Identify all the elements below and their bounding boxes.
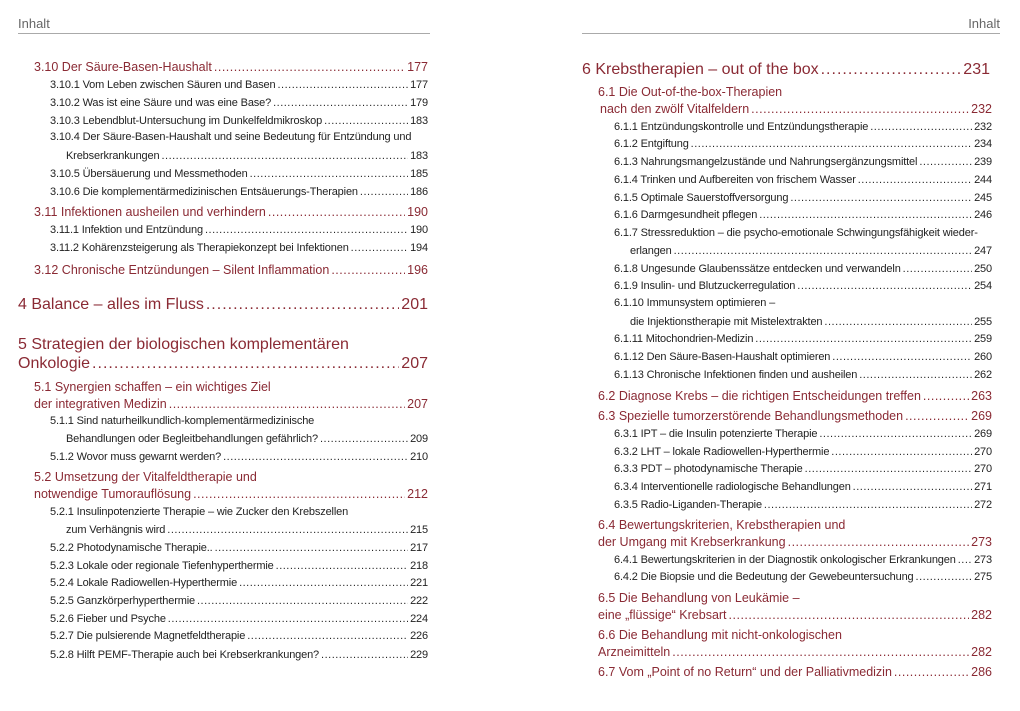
toc-entry[interactable]: 3.11.1 Infektion und Entzündung ..... 190 bbox=[50, 224, 428, 236]
toc-entry[interactable]: 5.2.4 Lokale Radiowellen-Hyperthermie ..... 221 bbox=[50, 577, 428, 589]
header-rule bbox=[582, 33, 1000, 34]
toc-entry[interactable]: 6.3.1 IPT – die Insulin potenzierte Therapie ..... 269 bbox=[614, 428, 992, 440]
toc-entry[interactable]: Behandlungen oder Begleitbehandlungen gefährlich? ..... 209 bbox=[66, 433, 428, 445]
toc-entry-line1: 6.1 Die Out-of-the-box-Therapien bbox=[598, 85, 783, 99]
toc-entry[interactable]: 6.3.4 Interventionelle radiologische Behandlungen ..... 271 bbox=[614, 481, 992, 493]
toc-entry[interactable]: 3.10.5 Übersäuerung und Messmethoden ..... 185 bbox=[50, 168, 428, 180]
toc-entry[interactable]: Arzneimitteln ..... 282 bbox=[598, 645, 992, 659]
toc-entry[interactable]: 3.10.2 Was ist eine Säure und was eine Base? ..... 179 bbox=[50, 97, 428, 109]
toc-entry[interactable]: 3.12 Chronische Entzündungen – Silent Inflammation ..... 196 bbox=[34, 263, 428, 277]
toc-entry-line1: 5.1 Synergien schaffen – ein wichtiges Ziel bbox=[34, 380, 271, 394]
toc-entry[interactable]: 5.2.5 Ganzkörperhyperthermie ..... 222 bbox=[50, 595, 428, 607]
toc-entry[interactable]: der integrativen Medizin ..... 207 bbox=[34, 397, 428, 411]
toc-entry[interactable]: eine „flüssige“ Krebsart ..... 282 bbox=[598, 608, 992, 622]
toc-entry[interactable]: 5.2.7 Die pulsierende Magnetfeldtherapie ..... 226 bbox=[50, 630, 428, 642]
toc-entry-line1: 5.2 Umsetzung der Vitalfeldtherapie und bbox=[34, 470, 257, 484]
toc-entry[interactable]: 5.1.2 Wovor muss gewarnt werden? ..... 210 bbox=[50, 451, 428, 463]
toc-entry[interactable]: 6.7 Vom „Point of no Return“ und der Palliativmedizin ..... 286 bbox=[598, 665, 992, 679]
header-rule bbox=[18, 33, 430, 34]
running-head: Inhalt bbox=[18, 16, 50, 31]
toc-entry[interactable]: 6.1.5 Optimale Sauerstoffversorgung ..... 245 bbox=[614, 192, 992, 204]
toc-entry[interactable]: nach den zwölf Vitalfeldern ..... 232 bbox=[600, 102, 992, 116]
toc-entry-line1: 6.1.7 Stressreduktion – die psycho-emotionale Schwingungsfähigkeit wieder- bbox=[614, 227, 978, 239]
toc-entry-line1: 6.1.10 Immunsystem optimieren – bbox=[614, 297, 776, 309]
toc-entry[interactable]: 6.3.5 Radio-Liganden-Therapie ..... 272 bbox=[614, 499, 992, 511]
toc-entry[interactable]: 6.4.2 Die Biopsie und die Bedeutung der Gewebeuntersuchung ..... 275 bbox=[614, 571, 992, 583]
toc-entry[interactable]: 3.11 Infektionen ausheilen und verhindern ..... 190 bbox=[34, 205, 428, 219]
running-head: Inhalt bbox=[968, 16, 1000, 31]
toc-entry[interactable]: 3.10.3 Lebendblut-Untersuchung im Dunkelfeldmikroskop ..... 183 bbox=[50, 115, 428, 127]
toc-entry[interactable]: Krebserkrankungen ..... 183 bbox=[66, 150, 428, 162]
toc-entry[interactable]: 6.3.2 LHT – lokale Radiowellen-Hyperthermie ..... 270 bbox=[614, 446, 992, 458]
toc-entry[interactable]: 6.1.8 Ungesunde Glaubenssätze entdecken und verwandeln ..... 250 bbox=[614, 263, 992, 275]
toc-entry[interactable]: 6.1.11 Mitochondrien-Medizin ..... 259 bbox=[614, 333, 992, 345]
toc-entry[interactable]: notwendige Tumorauflösung ..... 212 bbox=[34, 487, 428, 501]
toc-entry[interactable]: der Umgang mit Krebserkrankung ..... 273 bbox=[598, 535, 992, 549]
toc-entry[interactable]: 6.4.1 Bewertungskriterien in der Diagnostik onkologischer Erkrankungen ..... 273 bbox=[614, 554, 992, 566]
toc-entry[interactable]: 3.10.6 Die komplementärmedizinischen Entsäuerungs-Therapien ..... 186 bbox=[50, 186, 428, 198]
toc-entry[interactable]: 6.3 Spezielle tumorzerstörende Behandlungsmethoden ..... 269 bbox=[598, 409, 992, 423]
toc-entry-line1: 6.5 Die Behandlung von Leukämie – bbox=[598, 591, 800, 605]
toc-entry-line1: 5.2.1 Insulinpotenzierte Therapie – wie Zucker den Krebszellen bbox=[50, 506, 349, 518]
toc-entry[interactable]: 6.1.12 Den Säure-Basen-Haushalt optimieren ..... 260 bbox=[614, 351, 992, 363]
toc-entry-line1: 3.10.4 Der Säure-Basen-Haushalt und seine Bedeutung für Entzündung und bbox=[50, 131, 412, 143]
toc-entry[interactable]: 5.2.6 Fieber und Psyche ..... 224 bbox=[50, 613, 428, 625]
toc-entry[interactable]: 5.2.8 Hilft PEMF-Therapie auch bei Krebserkrankungen? ..... 229 bbox=[50, 649, 428, 661]
toc-entry[interactable]: 5.2.3 Lokale oder regionale Tiefenhyperthermie ..... 218 bbox=[50, 560, 428, 572]
toc-entry[interactable]: 6.2 Diagnose Krebs – die richtigen Entscheidungen treffen ..... 263 bbox=[598, 389, 992, 403]
toc-entry-line1: 6.4 Bewertungskriterien, Krebstherapien und bbox=[598, 518, 846, 532]
toc-entry[interactable]: 3.10 Der Säure-Basen-Haushalt ..... 177 bbox=[34, 60, 428, 74]
toc-entry[interactable]: 6.1.13 Chronische Infektionen finden und ausheilen ..... 262 bbox=[614, 369, 992, 381]
toc-entry-line1: 6.6 Die Behandlung mit nicht-onkologischen bbox=[598, 628, 842, 642]
toc-chapter[interactable]: Onkologie ..... 207 bbox=[18, 355, 428, 373]
toc-entry[interactable]: 6.1.6 Darmgesundheit pflegen ..... 246 bbox=[614, 209, 992, 221]
toc-entry[interactable]: die Injektionstherapie mit Mistelextrakten ..... 255 bbox=[630, 316, 992, 328]
toc-chapter[interactable]: 4 Balance – alles im Fluss ..... 201 bbox=[18, 296, 428, 314]
toc-chapter[interactable]: 6 Krebstherapien – out of the box ..... 231 bbox=[582, 61, 990, 79]
toc-entry-line1: 5.1.1 Sind naturheilkundlich-komplementärmedizinische bbox=[50, 415, 315, 427]
toc-entry[interactable]: 6.1.3 Nahrungsmangelzustände und Nahrungsergänzungsmittel ..... 239 bbox=[614, 156, 992, 168]
toc-entry[interactable]: 6.1.9 Insulin- und Blutzuckerregulation ..... 254 bbox=[614, 280, 992, 292]
right-page bbox=[510, 0, 1020, 711]
toc-entry[interactable]: 6.1.4 Trinken und Aufbereiten von frischem Wasser ..... 244 bbox=[614, 174, 992, 186]
toc-entry[interactable]: 3.11.2 Kohärenzsteigerung als Therapiekonzept bei Infektionen ..... 194 bbox=[50, 242, 428, 254]
toc-entry[interactable]: erlangen ..... 247 bbox=[630, 245, 992, 257]
toc-chapter-line1: 5 Strategien der biologischen komplementären bbox=[18, 336, 349, 353]
toc-entry[interactable]: zum Verhängnis wird ..... 215 bbox=[66, 524, 428, 536]
toc-entry[interactable]: 3.10.1 Vom Leben zwischen Säuren und Basen ..... 177 bbox=[50, 79, 428, 91]
toc-entry[interactable]: 6.1.2 Entgiftung ..... 234 bbox=[614, 138, 992, 150]
toc-entry[interactable]: 5.2.2 Photodynamische Therapie.. ..... 217 bbox=[50, 542, 428, 554]
toc-entry[interactable]: 6.1.1 Entzündungskontrolle und Entzündungstherapie ..... 232 bbox=[614, 121, 992, 133]
toc-entry[interactable]: 6.3.3 PDT – photodynamische Therapie ..... 270 bbox=[614, 463, 992, 475]
